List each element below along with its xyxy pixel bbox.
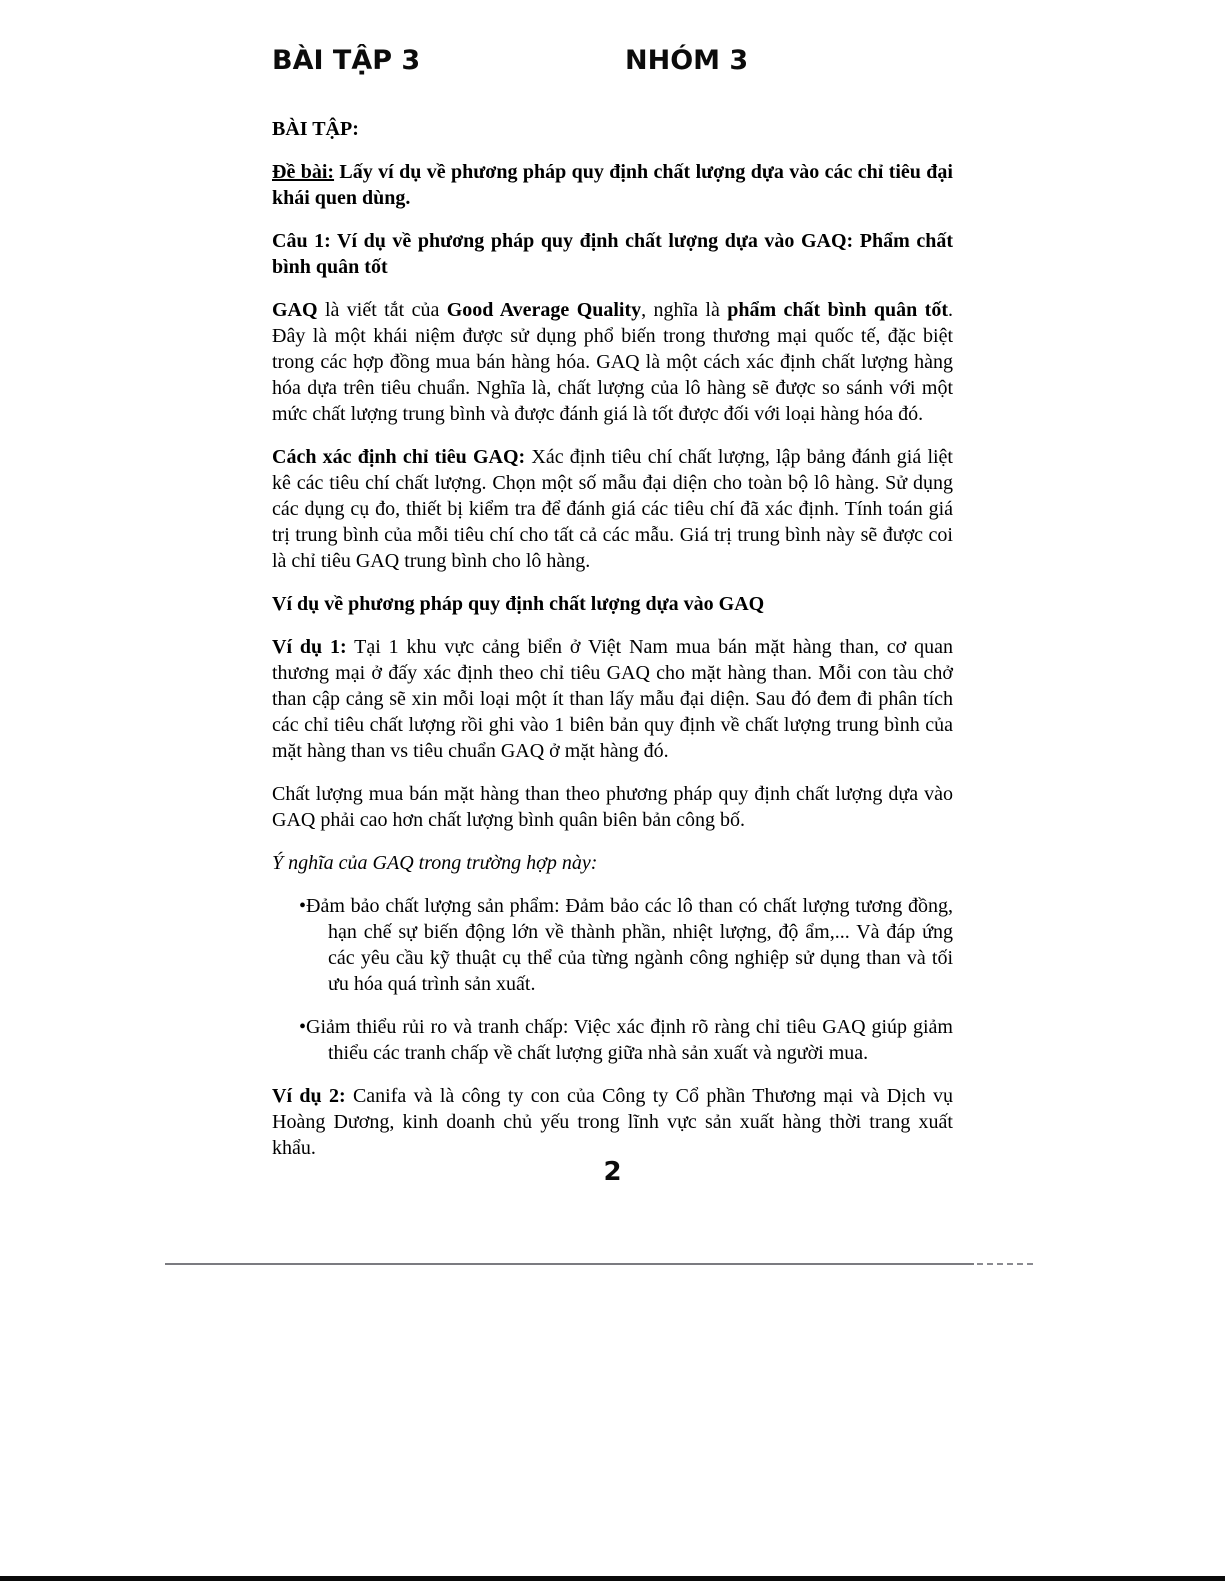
- bullet-marker-icon: •: [299, 895, 307, 917]
- paragraph: [272, 116, 953, 142]
- header-title-right: NHÓM 3: [625, 45, 749, 76]
- text-run: Chất lượng mua bán mặt hàng than theo phương pháp quy định chất lượng dựa vào GAQ phải cao hơn chất lượng bình quân biên bản công bố.: [272, 783, 953, 831]
- text-run: Ý nghĩa của GAQ trong trường hợp này:: [272, 852, 598, 874]
- paragraph: [272, 781, 953, 833]
- text-run: Đảm bảo chất lượng sản phẩm: Đảm bảo các lô than có chất lượng tương đồng, hạn chế sự biến động lớn về thành phần, nhiệt lượng, độ ẩm,... Và đáp ứng các yêu cầu kỹ thuật cụ thể của từng ngành công nghiệp sử dụng than và tối ưu hóa quá trình sản xuất.: [306, 895, 953, 995]
- bullet-list-item: [272, 1014, 953, 1066]
- bullet-list-item: [272, 893, 953, 997]
- text-run: Ví dụ về phương pháp quy định chất lượng dựa vào GAQ: [272, 593, 765, 615]
- bottom-scan-edge-bar: [0, 1576, 1225, 1581]
- text-run: Lấy ví dụ về phương pháp quy định chất lượng dựa vào các chỉ tiêu đại khái quen dùng.: [272, 161, 953, 209]
- text-run: Cách xác định chỉ tiêu GAQ:: [272, 446, 526, 468]
- text-run: Câu 1: Ví dụ về phương pháp quy định chất lượng dựa vào GAQ: Phẩm chất bình quân tốt: [272, 230, 953, 278]
- text-run: phẩm chất bình quân tốt: [727, 299, 948, 321]
- text-run: BÀI TẬP:: [272, 118, 359, 140]
- paragraph: [272, 1083, 953, 1161]
- text-run: Canifa và là công ty con của Công ty Cổ phần Thương mại và Dịch vụ Hoàng Dương, kinh doanh chủ yếu trong lĩnh vực sản xuất hàng thời trang xuất khẩu.: [272, 1085, 953, 1159]
- text-run: Giảm thiểu rủi ro và tranh chấp: Việc xác định rõ ràng chỉ tiêu GAQ giúp giảm thiểu các tranh chấp về chất lượng giữa nhà sản xuất và người mua.: [306, 1016, 953, 1064]
- paragraph: [272, 591, 953, 617]
- text-run: GAQ: [272, 299, 318, 321]
- header-title-left: BÀI TẬP 3: [272, 45, 421, 76]
- page-number: 2: [603, 1157, 622, 1187]
- text-run: Ví dụ 2:: [272, 1085, 346, 1107]
- paragraph: [272, 444, 953, 574]
- footer-divider-dotted-tail: [977, 1263, 1033, 1265]
- paragraph: [272, 228, 953, 280]
- paragraph: [272, 634, 953, 764]
- document-body: [272, 116, 953, 1178]
- text-run: Đề bài:: [272, 161, 335, 183]
- text-run: , nghĩa là: [641, 299, 728, 321]
- text-run: Tại 1 khu vực cảng biển ở Việt Nam mua bán mặt hàng than, cơ quan thương mại ở đấy xác định theo chỉ tiêu GAQ cho mặt hàng than. Mỗi con tàu chở than cập cảng sẽ xin mỗi loại một ít than lấy mẫu đại diện. Sau đó đem đi phân tích các chỉ tiêu chất lượng rồi ghi vào 1 biên bản quy định về chất lượng trung bình của mặt hàng than vs tiêu chuẩn GAQ ở mặt hàng đó.: [272, 636, 954, 762]
- paragraph: [272, 159, 953, 211]
- text-run: . Đây là một khái niệm được sử dụng phổ biến trong thương mại quốc tế, đặc biệt trong các hợp đồng mua bán hàng hóa. GAQ là một cách xác định chất lượng hàng hóa dựa trên tiêu chuẩn. Nghĩa là, chất lượng của lô hàng sẽ được so sánh với một mức chất lượng trung bình và được đánh giá là tốt được đối với loại hàng hóa đó.: [272, 299, 953, 425]
- text-run: Ví dụ 1:: [272, 636, 347, 658]
- paragraph: [272, 850, 953, 876]
- text-run: Xác định tiêu chí chất lượng, lập bảng đánh giá liệt kê các tiêu chí chất lượng. Chọn một số mẫu đại diện cho toàn bộ lô hàng. Sử dụng các dụng cụ đo, thiết bị kiểm tra để đánh giá các tiêu chí đã xác định. Tính toán giá trị trung bình của mỗi tiêu chí cho tất cả các mẫu. Giá trị trung bình này sẽ được coi là chỉ tiêu GAQ trung bình cho lô hàng.: [272, 446, 953, 572]
- footer-divider-line: [165, 1263, 974, 1265]
- page-header: [0, 46, 1225, 80]
- text-run: là viết tắt của: [317, 299, 447, 321]
- bullet-marker-icon: •: [299, 1016, 307, 1038]
- paragraph: [272, 297, 953, 427]
- text-run: Good Average Quality: [446, 299, 642, 321]
